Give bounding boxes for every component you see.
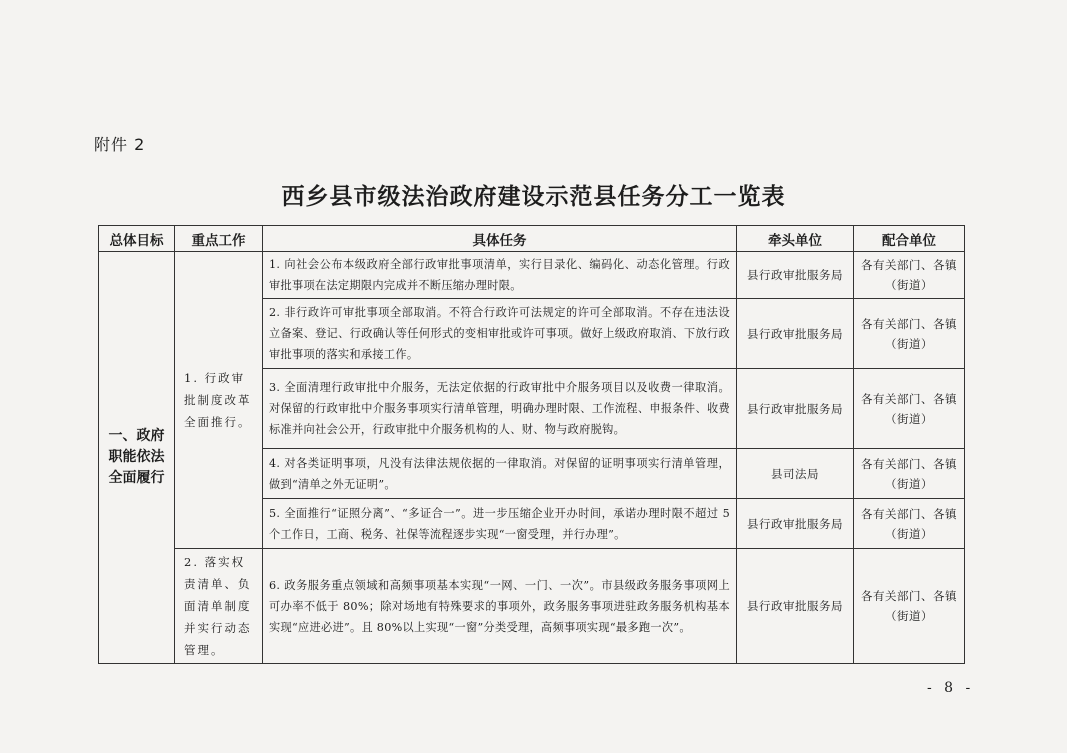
lead-cell-1: 县行政审批服务局 xyxy=(737,252,854,299)
page-number: - 8 - xyxy=(927,680,975,696)
header-coop: 配合单位 xyxy=(854,226,965,252)
table-header-row xyxy=(99,226,965,252)
task-table xyxy=(98,225,965,664)
task-cell-6: 6. 政务服务重点领域和高频事项基本实现“一网、一门、一次”。市县级政务服务事项网上可办率不低于 80%；除对场地有特殊要求的事项外，政务服务事项进驻政务服务机构基本实现“应进必进”。且 80%以上实现“一窗”分类受理，高频事项实现“最多跑一次”。 xyxy=(263,549,737,664)
task-cell-1: 1. 向社会公布本级政府全部行政审批事项清单，实行目录化、编码化、动态化管理。行政审批事项在法定期限内完成并不断压缩办理时限。 xyxy=(263,252,737,299)
header-goal: 总体目标 xyxy=(99,226,175,252)
coop-cell-6: 各有关部门、各镇（街道） xyxy=(854,549,965,664)
work-cell-2: 2. 落实权责清单、负面清单制度并实行动态管理。 xyxy=(175,549,263,664)
task-cell-4: 4. 对各类证明事项，凡没有法律法规依据的一律取消。对保留的证明事项实行清单管理，做到“清单之外无证明”。 xyxy=(263,449,737,499)
table-row xyxy=(99,252,965,299)
coop-cell-1: 各有关部门、各镇（街道） xyxy=(854,252,965,299)
coop-cell-4: 各有关部门、各镇（街道） xyxy=(854,449,965,499)
goal-cell xyxy=(99,252,175,664)
lead-cell-4: 县司法局 xyxy=(737,449,854,499)
coop-cell-3: 各有关部门、各镇（街道） xyxy=(854,369,965,449)
lead-cell-6: 县行政审批服务局 xyxy=(737,549,854,664)
coop-cell-2: 各有关部门、各镇（街道） xyxy=(854,299,965,369)
task-cell-5: 5. 全面推行“证照分离”、“多证合一”。进一步压缩企业开办时间，承诺办理时限不超过 5 个工作日，工商、税务、社保等流程逐步实现“一窗受理，并行办理”。 xyxy=(263,499,737,549)
task-cell-3: 3. 全面清理行政审批中介服务，无法定依据的行政审批中介服务项目以及收费一律取消。对保留的行政审批中介服务事项实行清单管理，明确办理时限、工作流程、申报条件、收费标准并向社会公开，行政审批中介服务机构的人、财、物与政府脱钩。 xyxy=(263,369,737,449)
coop-cell-5: 各有关部门、各镇（街道） xyxy=(854,499,965,549)
header-lead: 牵头单位 xyxy=(737,226,854,252)
goal-text: 一、政府职能依法全面履行 xyxy=(108,428,165,486)
work-cell-1: 1. 行政审批制度改革全面推行。 xyxy=(175,252,263,549)
document-title: 西乡县市级法治政府建设示范县任务分工一览表 xyxy=(281,184,786,210)
attachment-label: 附件 2 xyxy=(94,135,146,154)
header-work: 重点工作 xyxy=(175,226,263,252)
task-cell-2: 2. 非行政许可审批事项全部取消。不符合行政许可法规定的许可全部取消。不存在违法设立备案、登记、行政确认等任何形式的变相审批或许可事项。做好上级政府取消、下放行政审批事项的落实和承接工作。 xyxy=(263,299,737,369)
lead-cell-3: 县行政审批服务局 xyxy=(737,369,854,449)
lead-cell-5: 县行政审批服务局 xyxy=(737,499,854,549)
table-row xyxy=(99,549,965,664)
lead-cell-2: 县行政审批服务局 xyxy=(737,299,854,369)
header-task: 具体任务 xyxy=(263,226,737,252)
